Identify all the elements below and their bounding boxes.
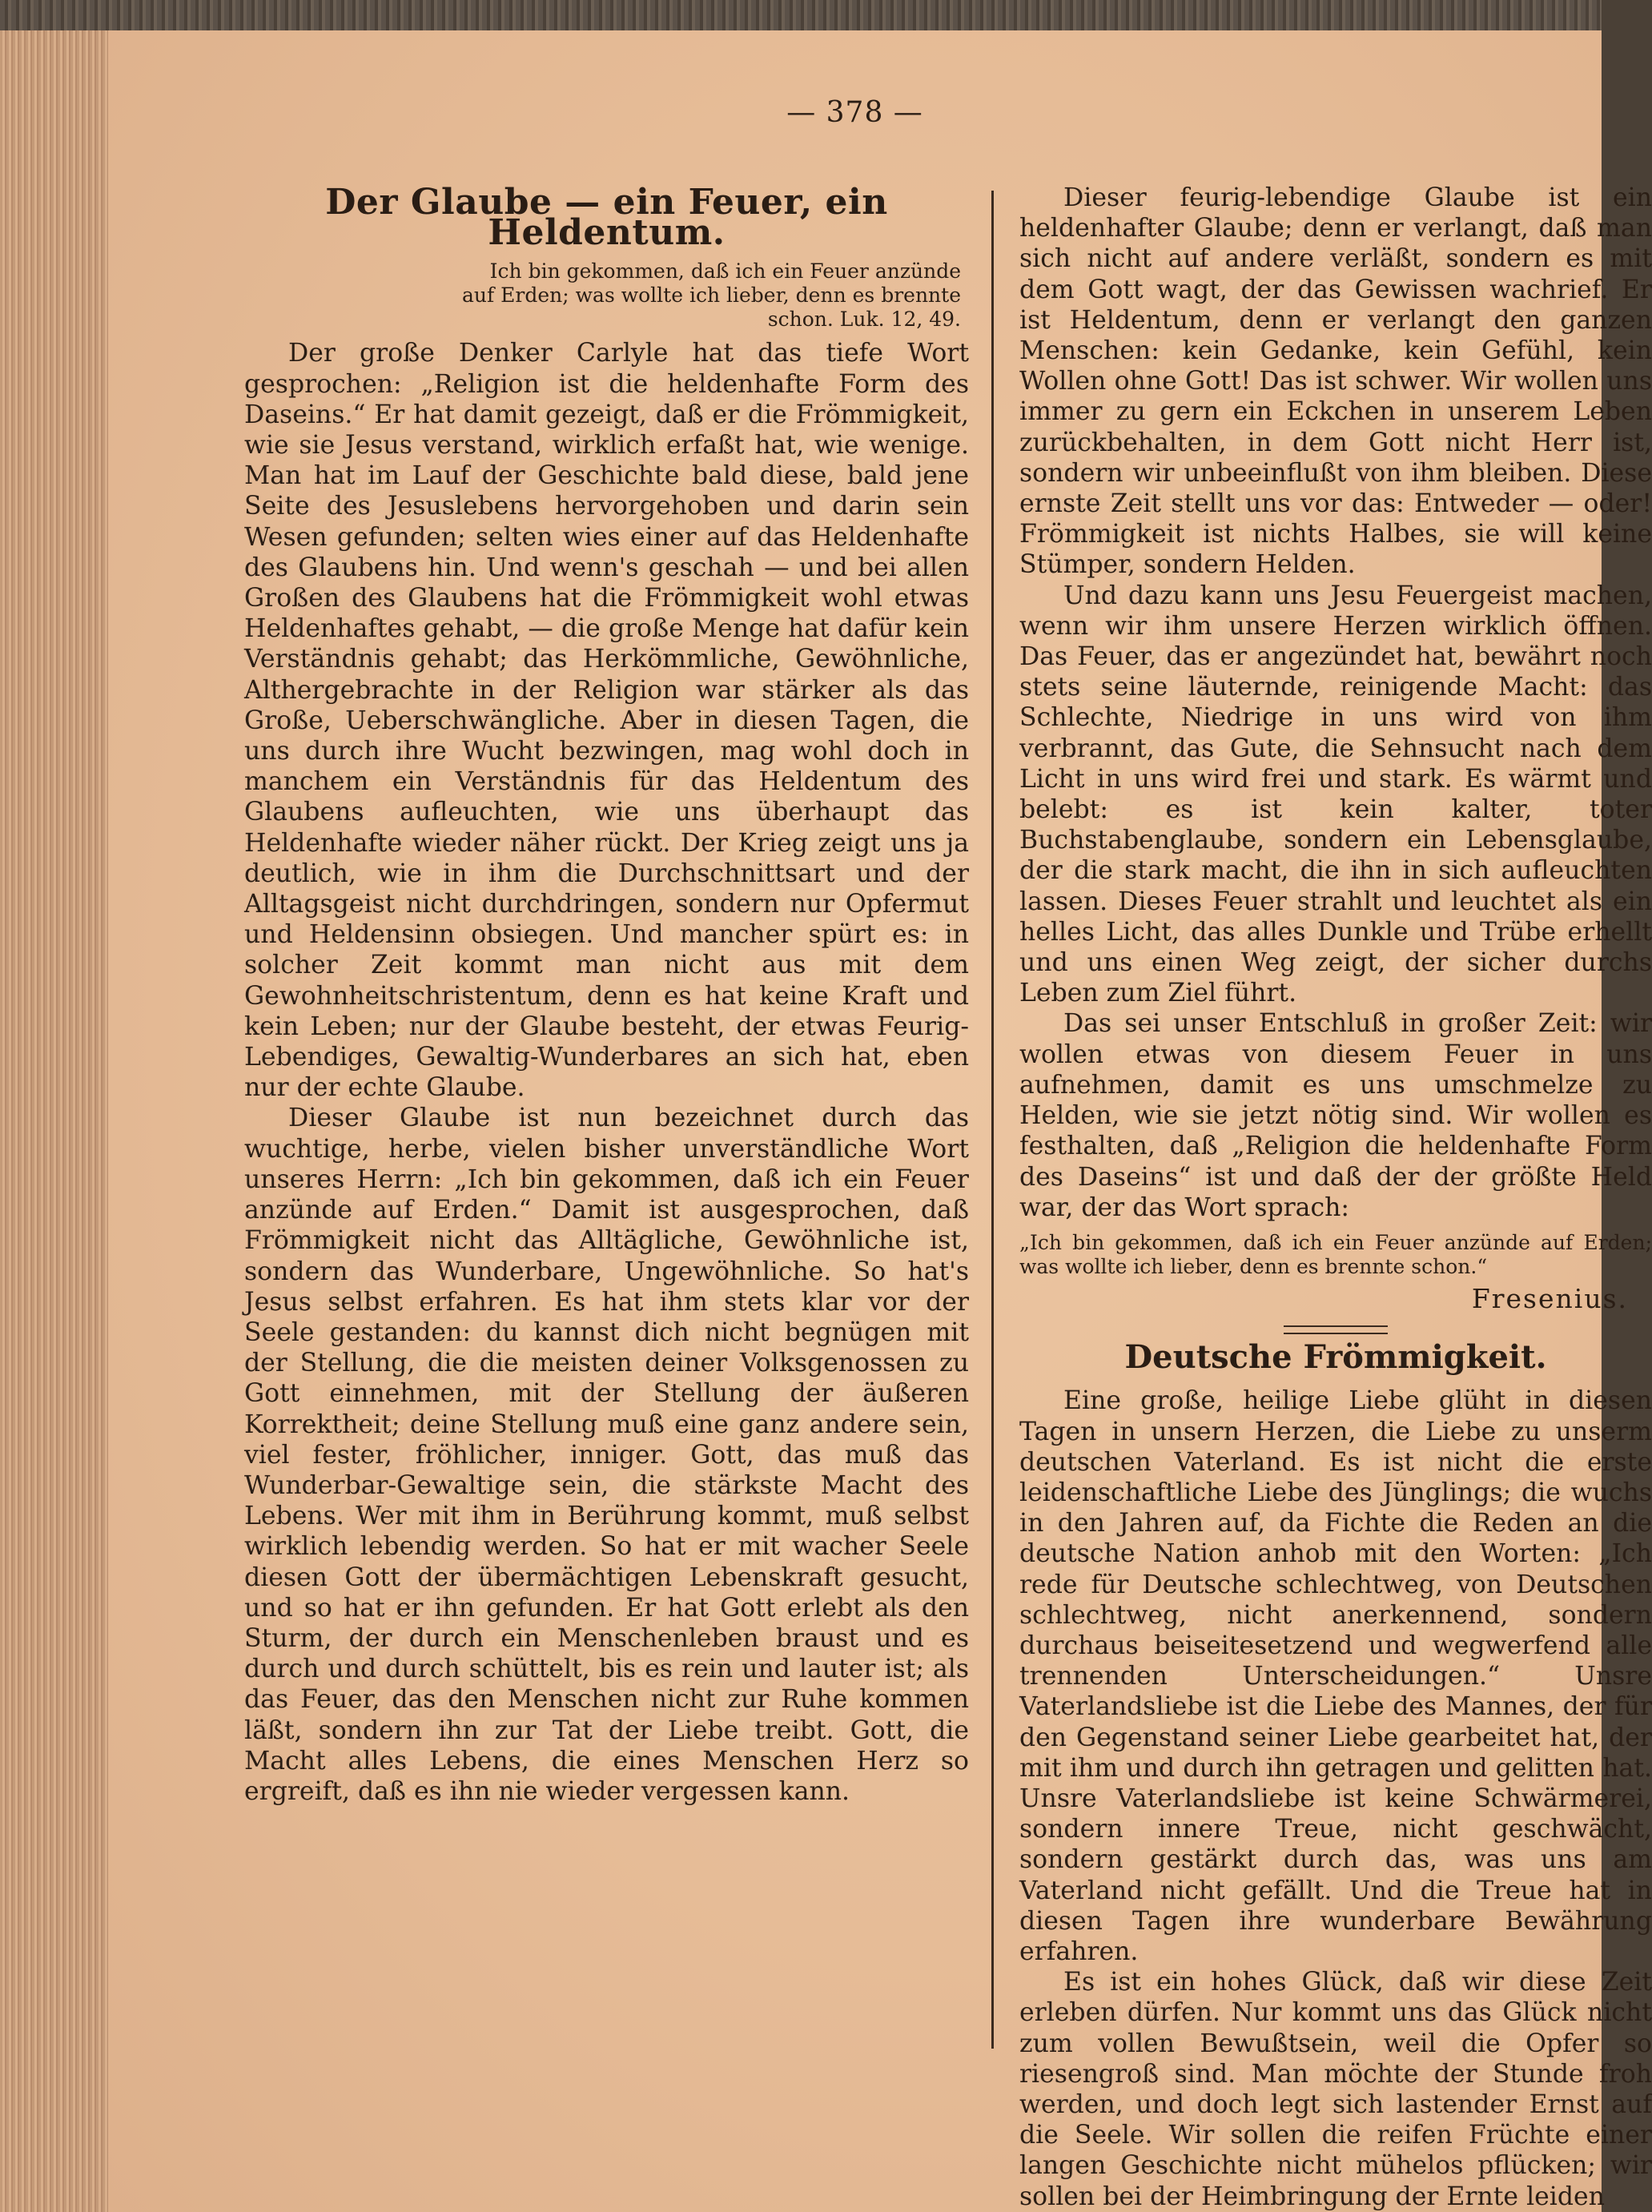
- paragraph: Und dazu kann uns Jesu Feuergeist machen, wenn wir ihm unsere Herzen wirklich öffnen. Das Feuer, das er angezündet hat, bewährt noch stets seine läuternde, reinigende Macht: das Schlechte, Niedrige in uns wird von ihm verbrannt, das Gute, die Sehnsucht nach dem Licht in uns wird frei und stark. Es wärmt und belebt: es ist kein kalter, toter Buchstabenglaube, sondern ein Lebensglaube, der die stark macht, die ihn in sich aufleuchten lassen. Dieses Feuer strahlt und leuchtet als ein helles Licht, das alles Dunkle und Trübe erhellt und uns einen Weg zeigt, der sicher durchs Leben zum Ziel führt.: [1019, 581, 1652, 1008]
- book-page-edges: [0, 30, 108, 2212]
- paragraph: Dieser Glaube ist nun bezeichnet durch das wuchtige, herbe, vielen bisher unverständliche Wort unseres Herrn: „Ich bin gekommen, daß ich ein Feuer anzünde auf Erden.“ Damit ist ausgesprochen, daß Frömmigkeit nicht das Alltägliche, Gewöhnliche ist, sondern das Wunderbare, Ungewöhnliche. So hat's Jesus selbst erfahren. Es hat ihm stets klar vor der Seele gestanden: du kannst dich nicht begnügen mit der Stellung, die die meisten deiner Volksgenossen zu Gott einnehmen, mit der Stellung der äußeren Korrektheit; deine Stellung muß eine ganz andere sein, viel fester, fröhlicher, inniger. Gott, das muß das Wunderbar-Gewaltige sein, die stärkste Macht des Lebens. Wer mit ihm in Berührung kommt, muß selbst wirklich lebendig werden. So hat er mit wacher Seele diesen Gott der übermächtigen Lebenskraft gesucht, und so hat er ihn gefunden. Er hat Gott erlebt als den Sturm, der durch ein Menschenleben braust und es durch und durch schüttelt, bis es rein und lauter ist; als das Feuer, das den Menschen nicht zur Ruhe kommen läßt, sondern ihn zur Tat der Liebe treibt. Gott, die Macht alles Lebens, die eines Menschen Herz so ergreift, daß es ihn nie wieder vergessen kann.: [244, 1104, 969, 1806]
- paragraph: Der große Denker Carlyle hat das tiefe Wort gesprochen: „Religion ist die heldenhafte Form des Daseins.“ Er hat damit gezeigt, daß er die Frömmigkeit, wie sie Jesus verstand, wirklich erfaßt hat, wie wenige. Man hat im Lauf der Geschichte bald diese, bald jene Seite des Jesuslebens hervorgehoben und darin sein Wesen gefunden; selten wies einer auf das Heldenhafte des Glaubens hin. Und wenn's geschah — und bei allen Großen des Glaubens hat die Frömmigkeit wohl etwas Heldenhaftes gehabt, — die große Menge hat dafür kein Verständnis gehabt; das Herkömmliche, Gewöhnliche, Althergebrachte in der Religion war stärker als das Große, Ueberschwängliche. Aber in diesen Tagen, die uns durch ihre Wucht bezwingen, mag wohl doch in manchem ein Verständnis für das Heldentum des Glaubens aufleuchten, wie uns überhaupt das Heldenhafte wieder näher rückt. Der Krieg zeigt uns ja deutlich, wie in ihm die Durchschnittsart und der Alltagsgeist nicht durchdringen, sondern nur Opfermut und Heldensinn obsiegen. Und mancher spürt es: in solcher Zeit kommt man nicht aus mit dem Gewohnheitschristentum, denn es hat keine Kraft und kein Leben; nur der Glaube besteht, der etwas Feurig-Lebendiges, Gewaltig-Wunderbares an sich hat, eben nur der echte Glaube.: [244, 339, 969, 1103]
- paragraph: Es ist ein hohes Glück, daß wir diese Zeit erleben dürfen. Nur kommt uns das Glück nicht zum vollen Bewußtsein, weil die Opfer so riesengroß sind. Man möchte der Stunde froh werden, und doch legt sich lastender Ernst auf die Seele. Wir sollen die reifen Früchte einer langen Geschichte nicht mühelos pflücken; wir sollen bei der Heimbringung der Ernte leiden: [1019, 1968, 1652, 2211]
- column-divider: [991, 191, 994, 2049]
- article-title: Deutsche Frömmigkeit.: [1124, 1338, 1547, 1377]
- book-top-edge: [0, 0, 1602, 30]
- paragraph: Das sei unser Entschluß in großer Zeit: wir wollen etwas von diesem Feuer in uns aufnehmen, damit es uns umschmelze zu Helden, wie sie jetzt nötig sind. Wir wollen es festhalten, daß „Religion die heldenhafte Form des Daseins“ ist und daß der der größte Held war, der das Wort sprach:: [1019, 1009, 1652, 1222]
- paragraph: Dieser feurig-lebendige Glaube ist ein heldenhafter Glaube; denn er verlangt, daß man sich nicht auf andere verläßt, sondern es mit dem Gott wagt, der das Gewissen wachrief. Er ist Heldentum, denn er verlangt den ganzen Menschen: kein Gedanke, kein Gefühl, kein Wollen ohne Gott! Das ist schwer. Wir wollen uns immer zu gern ein Eckchen in unserem Leben zurückbehalten, in dem Gott nicht Herr ist, sondern wir unbeeinflußt von ihm bleiben. Diese ernste Zeit stellt uns vor das: Entweder — oder! Frömmigkeit ist nichts Halbes, sie will keine Stümper, sondern Helden.: [1019, 183, 1652, 580]
- section-divider: [1284, 1325, 1388, 1334]
- page-number: — 378 —: [786, 96, 923, 129]
- closing-quote: „Ich bin gekommen, daß ich ein Feuer anzünde auf Erden; was wollte ich lieber, denn es brennte schon.“: [1019, 1230, 1652, 1278]
- column-left: [244, 182, 969, 1807]
- epigraph: Ich bin gekommen, daß ich ein Feuer anzünde auf Erden; was wollte ich lieber, denn es brennte schon. Luk. 12, 49.: [461, 259, 961, 332]
- author-signature: Fresenius.: [1471, 1282, 1628, 1314]
- book-page: [108, 30, 1652, 2212]
- column-right: [1019, 183, 1652, 2212]
- paragraph: Eine große, heilige Liebe glüht in diesen Tagen in unsern Herzen, die Liebe zu unserm deutschen Vaterland. Es ist nicht die erste leidenschaftliche Liebe des Jünglings; die wuchs in den Jahren auf, da Fichte die Reden an die deutsche Nation anhob mit den Worten: „Ich rede für Deutsche schlechtweg, von Deutschen schlechtweg, nicht anerkennend, sondern durchaus beiseitesetzend und wegwerfend alle trennenden Unterscheidungen.“ Unsre Vaterlandsliebe ist die Liebe des Mannes, der für den Gegenstand seiner Liebe gearbeitet hat, der mit ihm und durch ihn getragen und gelitten hat. Unsre Vaterlandsliebe ist keine Schwärmerei, sondern innere Treue, nicht geschwächt, sondern gestärkt durch das, was uns am Vaterland nicht gefällt. Und die Treue hat in diesen Tagen ihre wunderbare Bewährung erfahren.: [1019, 1386, 1652, 1966]
- article-title: Der Glaube — ein Feuer, ein Heldentum.: [325, 182, 888, 254]
